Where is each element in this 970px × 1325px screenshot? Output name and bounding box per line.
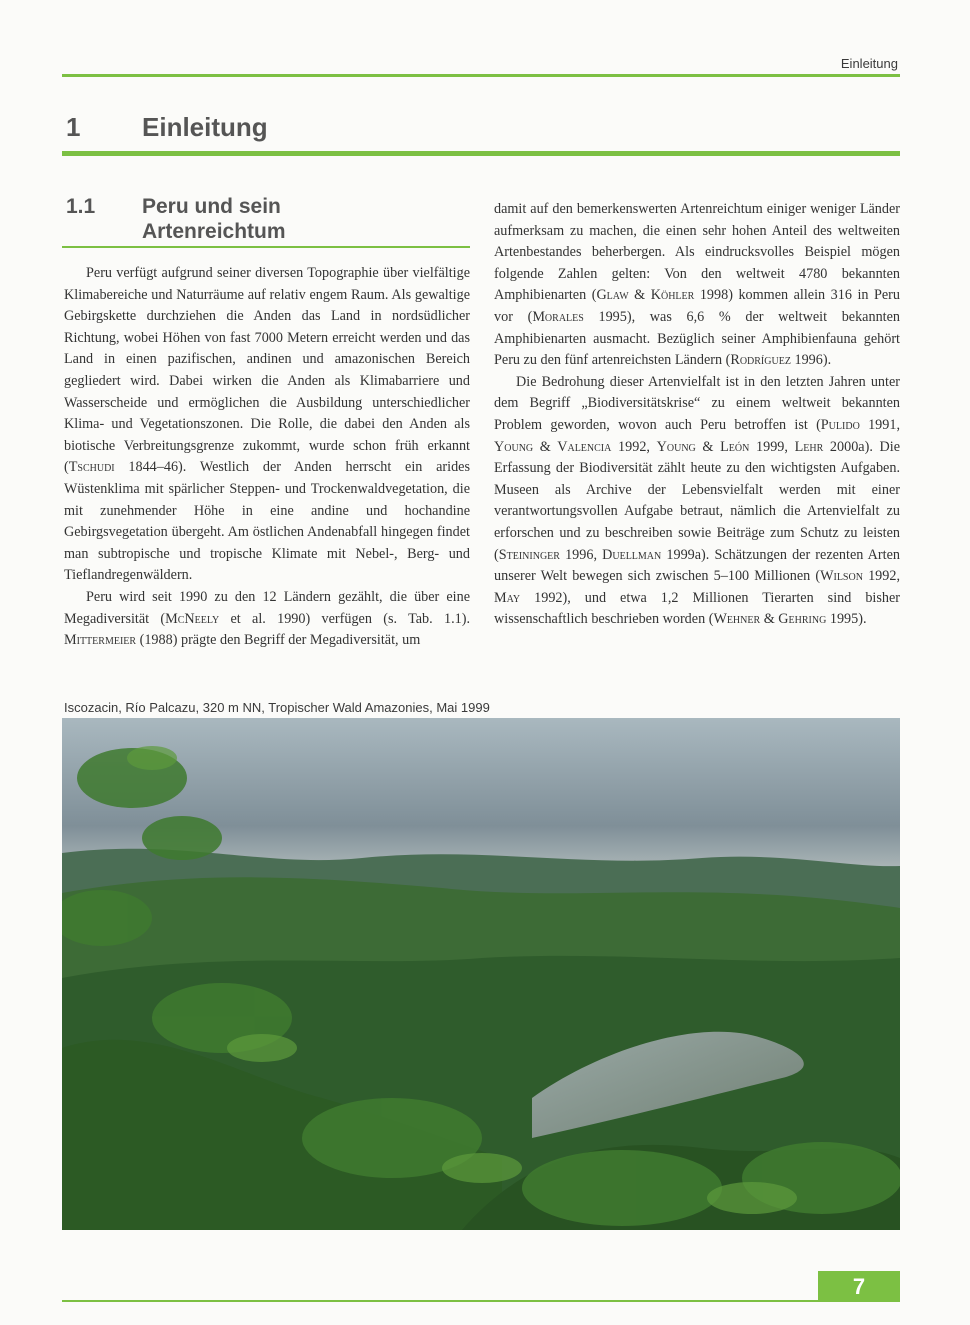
citation: Pulido — [820, 416, 860, 433]
paragraph — [494, 199, 900, 372]
running-head: Einleitung — [840, 56, 898, 71]
citation: McNeely — [165, 610, 220, 627]
footer-rule — [62, 1300, 900, 1302]
citation: Glaw & Köhler — [596, 287, 695, 304]
photo-caption: Iscozacin, Río Palcazu, 320 m NN, Tropischer Wald Amazonies, Mai 1999 — [64, 700, 490, 715]
citation: Duellman — [602, 546, 662, 563]
text-run: 1992), und etwa 1,2 Millionen Tierarten sind bisher wissenschaftlich beschrieben worden ( — [494, 589, 900, 628]
text-run: 1844–46). Westlich der Anden herrscht ein arides Wüstenklima mit spärlicher Steppen- und Trockenwaldvegetation, die mit zunehmender Höhe in eine andine und hochandine Gebirgsvegetation übergeht. Am östlichen Andenabfall hingegen findet man subtropische und tropische Klimate mit Nebel-, Berg- und Tieflandregenwäldern. — [64, 459, 470, 584]
citation: Lehr — [794, 438, 824, 455]
text-run: 1998) kommen allein 316 in Peru vor ( — [494, 287, 901, 325]
text-run: 1996, — [559, 546, 603, 563]
citation: Steininger — [498, 546, 560, 563]
header-rule — [62, 74, 900, 77]
text-run: (1988) prägte den Begriff der Megadiversität, um — [136, 632, 421, 649]
section-number: 1.1 — [66, 195, 96, 218]
text-run: 2000a). Die Erfassung der Biodiversität zählt heute zu den wichtigsten Aufgaben. Museen als Archive der Lebensvielfalt werden mit einer verantwortungsvollen Aufgabe betraut, nämlich die Artenvielfalt zu erforschen und zu beschreiben sowie Beiträge zum Schutz zu leisten ( — [494, 438, 901, 563]
page-number: 7 — [818, 1271, 900, 1302]
text-run: damit auf den bemerkenswerten Artenreichtum einiger weniger Länder aufmerksam zu machen, die einen sehr hohen Anteil des weltweiten Artenbestandes beherbergen. Als eindrucksvolles Beispiel mögen folgende Zahlen gelten: Von den weltweit 4780 bekannten Amphibienarten ( — [494, 201, 900, 304]
text-run: 1992, — [611, 438, 657, 455]
text-run: et al. 1990) verfügen (s. Tab. 1.1). — [219, 610, 470, 627]
paragraph — [494, 372, 900, 631]
text-run: Peru verfügt aufgrund seiner diversen Topographie über vielfältige Klimabereiche und Naturräume auf relativ engem Raum. Als gewaltige Gebirgskette durchziehen die Anden das Land in nordsüdlicher Richtung, wobei Höhen von fast 7000 Metern erreicht werden und das Land in einen pazifischen, andinen und amazonischen Bereich gegliedert wird. Dabei wirken die Anden als Klimabarriere und Wasserscheide und ermöglichen die Ausbildung unterschiedlicher Klima- und Vegetationszonen. Die Rolle, die dabei den Anden als biotische Verbreitungsgrenze zukommt, wurde schon früh erkannt ( — [64, 265, 470, 476]
citation: Wilson — [820, 568, 863, 585]
rainforest-photo — [62, 718, 900, 1230]
paragraph — [64, 587, 470, 652]
chapter-number: 1 — [66, 112, 81, 142]
section-rule — [62, 246, 470, 248]
text-run: 1991, — [859, 416, 900, 433]
citation: Tschudi — [68, 459, 115, 476]
text-run: 1999, — [749, 438, 795, 455]
text-run: 1992, — [862, 568, 900, 585]
chapter-title-text: Einleitung — [142, 112, 268, 142]
text-column-right — [494, 199, 900, 631]
text-column-left — [64, 263, 470, 652]
paragraph — [64, 263, 470, 587]
citation: Morales — [532, 308, 584, 325]
rainforest-illustration — [62, 718, 900, 1230]
text-run: Die Bedrohung dieser Artenvielfalt ist in den letzten Jahren unter dem Begriff „Biodiversitätskrise“ zu einem weltweit bekannten Problem geworden, wovon auch Peru betroffen ist ( — [494, 373, 900, 433]
text-run: 1995), was 6,6 % der weltweit bekannten Amphibienarten ausmacht. Bezüglich seiner Amphibienfauna gehört Peru zu den fünf artenreichsten Ländern ( — [494, 308, 900, 369]
citation: Young & León — [656, 438, 750, 455]
text-run: 1995). — [826, 611, 867, 628]
section-heading — [66, 194, 362, 244]
citation: Rodríguez — [730, 352, 791, 369]
section-title: Peru und sein Artenreichtum — [142, 195, 286, 243]
text-run: Peru wird seit 1990 zu den 12 Ländern gezählt, die über eine Megadiversität ( — [64, 588, 470, 627]
citation: May — [494, 589, 521, 606]
chapter-title — [66, 112, 268, 143]
citation: Mittermeier — [64, 632, 137, 649]
citation: Wehner & Gehring — [713, 611, 827, 628]
text-run: 1996). — [790, 352, 832, 369]
citation: Young & Valencia — [494, 438, 612, 455]
text-run: 1999a). Schätzungen der rezenten Arten unserer Welt bewegen sich zwischen 5–100 Millionen ( — [494, 546, 900, 585]
chapter-rule — [62, 151, 900, 156]
